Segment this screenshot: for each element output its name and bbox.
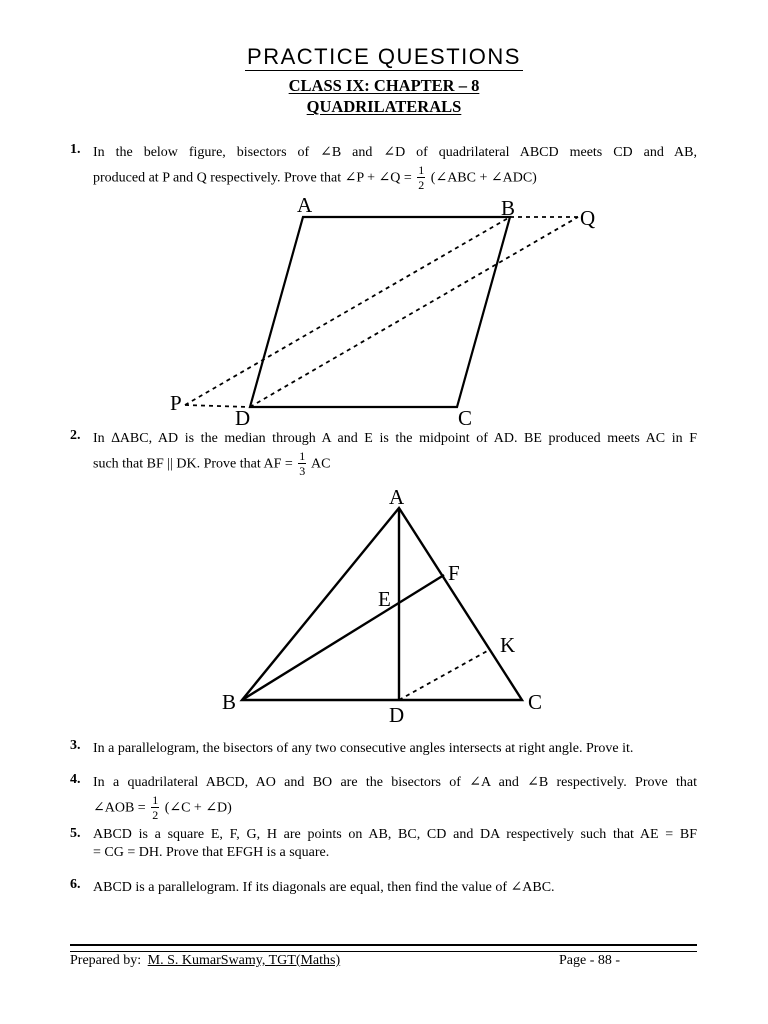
- prepared-label: Prepared by:: [70, 953, 142, 968]
- vertex-label: P: [170, 391, 182, 415]
- question-5: [93, 826, 697, 862]
- vertex-label: C: [458, 406, 473, 430]
- question-3: [93, 738, 697, 759]
- footer-rule: [70, 944, 697, 952]
- question-number: 4.: [70, 772, 81, 787]
- question-text: In a parallelogram, the bisectors of any two consecutive angles intersects at right angle. Prove it.: [93, 741, 634, 756]
- question-text: = CG = DH. Prove that EFGH is a square.: [93, 845, 330, 860]
- fraction: $\frac{1}{2}$: [152, 793, 159, 822]
- question-text: ABCD is a square E, F, G, H are points on AB, BC, CD and DA respectively such that AE = BF: [93, 827, 697, 842]
- vertex-label: E: [378, 587, 391, 611]
- question-number: 2.: [70, 428, 81, 443]
- question-text: (∠ABC + ∠ADC): [430, 170, 537, 186]
- topic-heading: QUADRILATERALS: [306, 97, 462, 116]
- question-number: 1.: [70, 142, 81, 157]
- page-title: PRACTICE QUESTIONS: [247, 44, 521, 69]
- vertex-label: Q: [580, 206, 596, 230]
- vertex-label: C: [528, 690, 543, 714]
- question-text: In a quadrilateral ABCD, AO and BO are the bisectors of ∠A and ∠B respectively. Prove that: [93, 775, 697, 790]
- vertex-label: F: [448, 561, 460, 585]
- triangle-figure: [0, 480, 768, 730]
- question-text: ABCD is a parallelogram. If its diagonals are equal, then find the value of ∠ABC.: [93, 880, 555, 895]
- question-4: [93, 772, 697, 822]
- question-text: produced at P and Q respectively. Prove that ∠P + ∠Q =: [93, 170, 412, 186]
- question-text: AC: [311, 456, 331, 472]
- vertex-label: A: [389, 485, 405, 509]
- chapter-heading: CLASS IX: CHAPTER – 8: [288, 76, 480, 95]
- question-text: ∠AOB =: [93, 800, 146, 816]
- question-2: [93, 428, 697, 478]
- question-number: 3.: [70, 738, 81, 753]
- question-number: 5.: [70, 826, 81, 841]
- vertex-label: B: [222, 690, 237, 714]
- vertex-label: A: [297, 195, 313, 217]
- question-6: [93, 877, 697, 898]
- question-1: [93, 142, 697, 192]
- footer-credit: [70, 953, 340, 969]
- question-number: 6.: [70, 877, 81, 892]
- question-text: (∠C + ∠D): [164, 800, 232, 816]
- fraction: $\frac{1}{2}$: [418, 163, 425, 192]
- author-name: M. S. KumarSwamy, TGT(Maths): [147, 953, 341, 968]
- question-text: In ∆ABC, AD is the median through A and E is the midpoint of AD. BE produced meets AC in F: [93, 431, 697, 446]
- question-text: such that BF || DK. Prove that AF =: [93, 456, 293, 472]
- parallelogram-figure: [0, 195, 768, 430]
- vertex-label: B: [501, 196, 516, 220]
- vertex-label: D: [235, 406, 251, 430]
- vertex-label: D: [389, 703, 405, 727]
- fraction: $\frac{1}{3}$: [299, 449, 306, 478]
- page-number: Page - 88 -: [559, 953, 621, 968]
- vertex-label: K: [500, 633, 516, 657]
- question-text: In the below figure, bisectors of ∠B and ∠D of quadrilateral ABCD meets CD and AB,: [93, 145, 697, 160]
